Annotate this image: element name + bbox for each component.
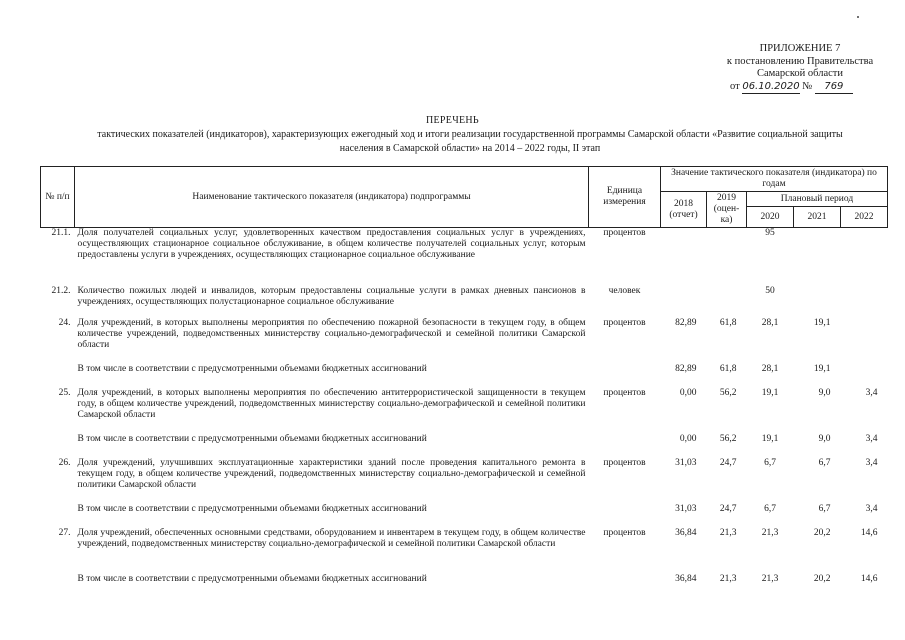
row-unit	[589, 504, 661, 528]
document-heading: ПЕРЕЧЕНЬ	[426, 115, 479, 126]
subtitle-line-2: населения в Самарской области» на 2014 – 2022 годы, II этап	[339, 143, 601, 154]
row-2020: 95	[765, 228, 775, 238]
row-2022: 3,4	[865, 457, 878, 468]
row-unit: процентов	[603, 317, 646, 328]
header-2018: 2018 (отчет)	[661, 192, 707, 228]
scan-speck	[857, 16, 859, 18]
header-unit: Единица измерения	[589, 167, 661, 228]
table-header	[41, 167, 888, 228]
appendix-resolution: к постановлению Правительства	[726, 55, 874, 67]
row-2022: 14,6	[860, 527, 878, 538]
row-2022: 3,4	[865, 503, 878, 514]
row-unit	[589, 574, 661, 594]
row-2019: 56,2	[719, 433, 737, 444]
row-2018: 0,00	[679, 433, 697, 444]
row-2020: 21,3	[761, 573, 779, 584]
row-name: Доля учреждений, обеспеченных основными средствами, оборудованием и инвентарем в текущем году, в общем количестве учреждений, подведомственных министерству социально-демографической и семейной политики Самарской области	[77, 527, 586, 549]
row-unit	[589, 434, 661, 458]
row-2021: 9,0	[818, 387, 831, 398]
row-name: В том числе в соответствии с предусмотренными объемами бюджетных ассигнований	[77, 573, 427, 584]
subtitle-line-1: тактических показателей (индикаторов), характеризующих ежегодный ход и итоги реализации государственной программы Самарской области «Развитие социальной защиты	[97, 129, 843, 140]
header-2022: 2022	[841, 207, 888, 228]
table-row	[41, 574, 888, 594]
row-2020: 50	[765, 285, 775, 296]
row-2020: 19,1	[761, 433, 779, 444]
row-num	[41, 434, 75, 458]
header-2019: 2019 (оцен-ка)	[707, 192, 747, 228]
row-2022	[841, 228, 888, 286]
row-num: 26.	[58, 457, 71, 468]
row-name: В том числе в соответствии с предусмотренными объемами бюджетных ассигнований	[77, 433, 427, 444]
row-num: 25.	[58, 387, 71, 398]
row-2020: 21,3	[761, 527, 779, 538]
appendix-title: ПРИЛОЖЕНИЕ 7	[759, 43, 841, 54]
row-2019: 61,8	[719, 317, 737, 328]
row-unit: процентов	[603, 527, 646, 538]
row-2021: 9,0	[818, 433, 831, 444]
table-row	[41, 286, 888, 318]
row-2022	[841, 286, 888, 318]
row-name: Доля учреждений, в которых выполнены мероприятия по обеспечению антитеррористической защищенности в текущем году, в общем количестве учреждений, подведомственных министерству социально-демографической и семейной политики Самарской области	[77, 387, 586, 420]
row-2018: 0,00	[679, 387, 697, 398]
row-2019: 21,3	[719, 527, 737, 538]
row-2018	[661, 286, 707, 318]
row-num	[41, 574, 75, 594]
row-2019: 24,7	[719, 457, 737, 468]
table-row	[41, 388, 888, 434]
row-2020: 28,1	[761, 317, 779, 328]
number-prefix: №	[802, 80, 813, 92]
row-2021	[794, 228, 841, 286]
row-unit: процентов	[603, 457, 646, 468]
appendix-block	[700, 43, 900, 94]
table-row	[41, 458, 888, 504]
table-row	[41, 528, 888, 574]
row-2018: 31,03	[675, 503, 697, 514]
row-2021: 19,1	[813, 363, 831, 374]
appendix-date-line	[700, 81, 900, 95]
table-row	[41, 228, 888, 286]
header-2021: 2021	[794, 207, 841, 228]
row-2021: 6,7	[818, 457, 831, 468]
handwritten-date: 06.10.2020	[742, 81, 799, 95]
row-2018: 31,03	[675, 457, 697, 468]
row-2022	[841, 364, 888, 388]
header-num: № п/п	[41, 167, 75, 228]
header-name: Наименование тактического показателя (индикатора) подпрограммы	[75, 167, 589, 228]
row-2019: 61,8	[719, 363, 737, 374]
row-2019	[707, 286, 747, 318]
row-2018: 82,89	[675, 317, 697, 328]
row-2018: 36,84	[675, 527, 697, 538]
header-values-group: Значение тактического показателя (индикатора) по годам	[661, 167, 888, 192]
row-num: 24.	[58, 317, 71, 328]
row-2022: 3,4	[865, 387, 878, 398]
date-prefix: от	[730, 80, 740, 92]
row-num	[41, 504, 75, 528]
handwritten-number: 769	[815, 81, 853, 95]
row-2022: 3,4	[865, 433, 878, 444]
appendix-region: Самарской области	[757, 68, 843, 79]
row-name: В том числе в соответствии с предусмотренными объемами бюджетных ассигнований	[77, 503, 427, 514]
row-2019	[707, 228, 747, 286]
row-2022	[841, 318, 888, 364]
row-2020: 28,1	[761, 363, 779, 374]
row-name: Количество пожилых людей и инвалидов, которым предоставлены социальные услуги в рамках дневных пансионов в учреждениях, осуществляющих полустационарное социальное обслуживание	[77, 285, 586, 307]
row-2020: 19,1	[761, 387, 779, 398]
row-2019: 24,7	[719, 503, 737, 514]
row-name: В том числе в соответствии с предусмотренными объемами бюджетных ассигнований	[77, 363, 427, 374]
row-2021: 20,2	[813, 573, 831, 584]
document-subtitle	[60, 128, 880, 156]
row-2021: 6,7	[818, 503, 831, 514]
row-2020: 6,7	[764, 457, 776, 468]
row-num: 27.	[58, 527, 71, 538]
row-unit: процентов	[603, 228, 646, 238]
row-num: 21.2.	[51, 285, 71, 296]
row-unit: человек	[608, 285, 641, 296]
row-2018	[661, 228, 707, 286]
row-unit	[589, 364, 661, 388]
row-2020: 6,7	[764, 503, 776, 514]
row-name: Доля учреждений, в которых выполнены мероприятия по обеспечению пожарной безопасности в текущем году, в общем количестве учреждений, подведомственных министерству социально-демографической и семейной политики Самарской области	[77, 317, 586, 350]
row-2018: 36,84	[675, 573, 697, 584]
table-row	[41, 434, 888, 458]
table-row	[41, 504, 888, 528]
table-row	[41, 318, 888, 364]
row-unit: процентов	[603, 387, 646, 398]
table-row	[41, 364, 888, 388]
row-2021: 19,1	[813, 317, 831, 328]
row-2019: 56,2	[719, 387, 737, 398]
header-planned: Плановый период	[747, 192, 888, 207]
row-num: 21.1.	[51, 228, 71, 238]
row-name: Доля учреждений, улучшивших эксплуатационные характеристики зданий после проведения капитального ремонта в текущем году, в общем количестве учреждений, подведомственных министерству социально-демографической и семейной политики Самарской области	[77, 457, 586, 490]
row-2019: 21,3	[719, 573, 737, 584]
indicators-table	[40, 166, 888, 594]
table-body	[41, 228, 888, 594]
row-2021: 20,2	[813, 527, 831, 538]
row-2022: 14,6	[860, 573, 878, 584]
row-num	[41, 364, 75, 388]
row-name: Доля получателей социальных услуг, удовлетворенных качеством предоставления социальных услуг в учреждениях, осуществляющих стационарное социальное обслуживание, в общем количестве получателей социальных услуг, которым предоставлены услуги в учреждениях, осуществляющих стационарное социальное обслуживание	[77, 228, 586, 260]
header-2020: 2020	[747, 207, 794, 228]
row-2018: 82,89	[675, 363, 697, 374]
row-2021	[794, 286, 841, 318]
